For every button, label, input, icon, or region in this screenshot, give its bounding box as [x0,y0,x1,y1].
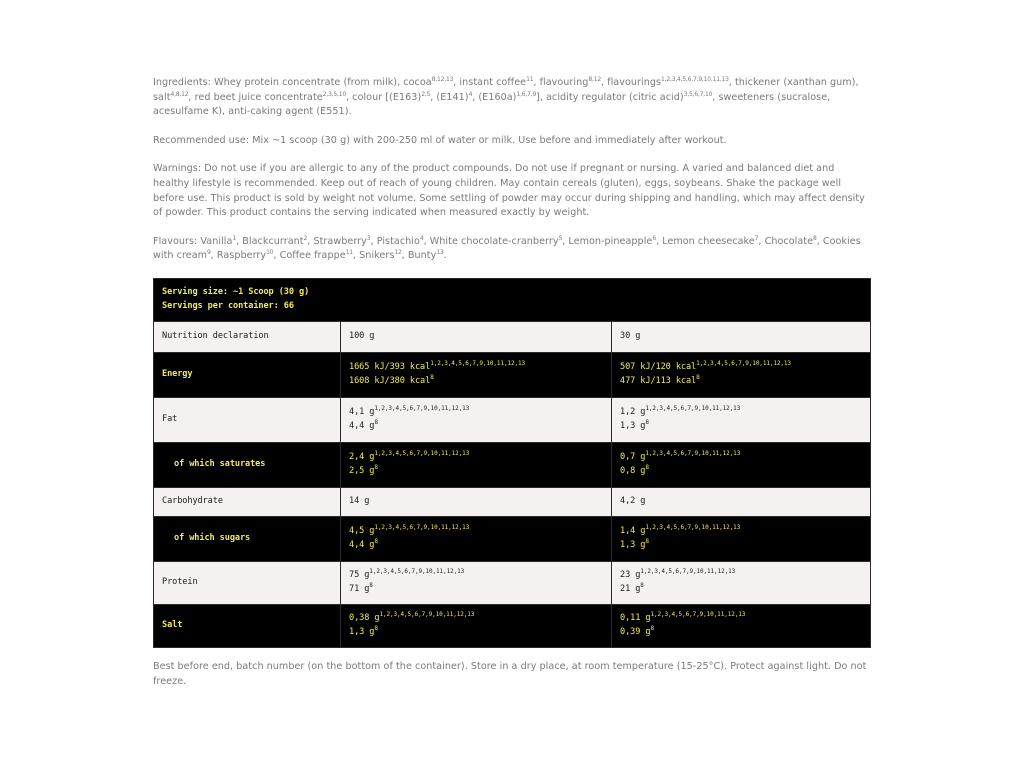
separator: , [307,235,314,247]
value: 2,4 g [349,452,375,463]
footnote-ref: 3,5,6,7,10 [683,90,713,98]
value: 0,7 g [620,452,646,463]
value-cell-100g [341,516,612,561]
value-cell-100g [341,397,612,442]
footnote-ref: 4 [419,234,424,242]
separator: , [758,235,765,247]
value-cell-100g [341,442,612,487]
ingredients-text: , instant coffee [453,77,527,88]
flavour-name: Blackcurrant [242,235,304,247]
footnote-ref: 6 [652,234,656,242]
ingredients-text: Ingredients: Whey protein concentrate (from milk), cocoa [153,77,432,88]
table-row-salt [154,604,871,647]
value-cell-30g [612,442,871,487]
value: 71 g [349,583,370,594]
footnote-ref: 1,2,3,4,5,6,7,9,10,11,12,13 [645,450,741,458]
table-header-row [154,321,871,352]
value: 507 kJ/120 kcal [620,362,697,373]
value: 2,5 g [349,465,375,476]
footnote-ref: 11 [345,249,353,257]
serving-info-row [154,278,871,321]
nutrition-declaration-label: Nutrition declaration [154,321,341,352]
value-cell-100g [341,604,612,647]
footnote-ref: 8 [374,463,378,471]
footnote-ref: 1,2,3,4,5,6,7,9,10,11,12,13 [696,360,791,368]
value: 1,3 g [620,539,646,550]
row-label: Fat [154,397,341,442]
flavour-name: Lemon cheesecake [662,235,755,247]
flavour-name: Bunty [407,250,437,262]
footnote-ref: 8,12,13 [431,76,454,83]
flavour-name: Chocolate [764,235,814,247]
flavour-list [153,236,861,262]
footnote-ref: 10 [266,249,274,257]
flavour-name: Snikers [359,250,395,262]
footnote-ref: 1,2,3,4,5,6,7,9,10,11,12,13 [645,524,741,532]
column-header-100g: 100 g [341,321,612,352]
value-cell-100g [341,561,612,604]
footnote-ref: 1 [232,234,237,242]
value: 4,4 g [349,420,375,431]
footnote-ref: 7 [754,234,759,242]
value: 4,1 g [349,407,375,418]
footnote-ref: 11 [526,76,534,83]
ingredients-text: , sweeteners (sucralose, acesulfame K), anti-caking agent (E551). [153,91,831,118]
flavour-name: Pistachio [376,235,420,247]
footnote-ref: 1,2,3,4,5,6,7,9,10,11,12,13 [430,360,526,368]
separator: , [370,235,377,247]
footnote-ref: 1,2,3,4,5,6,7,9,10,11,12,13 [374,450,470,458]
value-cell-30g [612,561,871,604]
separator: , [236,235,243,247]
footnote-ref: 4,8,12 [170,90,189,98]
value-cell-30g [612,604,871,647]
value-cell-30g [612,352,871,397]
footnote-ref: 8 [645,463,649,471]
nutrition-table [153,278,871,648]
footnote-ref: 5 [558,234,563,242]
flavour-name: Lemon-pineapple [568,235,653,247]
table-row-protein [154,561,871,604]
value-cell-100g [341,352,612,397]
value: 23 g [620,570,641,581]
row-label: Energy [154,352,341,397]
flavour-name: Cookies with cream [153,235,861,262]
value: 1,4 g [620,526,646,537]
value: 0,11 g [620,613,651,624]
ingredients-text: , (E160a) [472,91,517,103]
value: 1,3 g [349,626,375,637]
value: 1,2 g [620,407,646,418]
footnote-ref: 3 [366,234,371,242]
separator: , [210,250,217,262]
value: 4,5 g [349,526,375,537]
table-row-sugars [154,516,871,561]
ingredients-paragraph [153,76,871,120]
table-row-saturates [154,442,871,487]
flavour-name: Coffee frappe [279,250,346,262]
value: 477 kJ/113 kcal [620,375,697,386]
separator: , [655,235,663,247]
row-label: of which sugars [154,516,341,561]
flavour-name: Raspberry [216,250,267,262]
flavour-name: Vanilla [200,235,233,247]
footnote-ref: 13 [436,249,444,257]
value: 21 g [620,583,641,594]
footnote-ref: 2 [303,234,308,242]
footnote-ref: 8 [640,581,644,589]
row-label: Salt [154,604,341,647]
footnote-ref: 1,2,3,4,5,6,7,9,10,11,12,13 [379,611,475,619]
footnote-ref: 1,2,3,4,5,6,7,9,10,11,12,13 [374,524,470,532]
footnote-ref: 8 [813,234,817,242]
footnote-ref: 1,2,3,4,5,6,7,9,10,11,12,13 [374,405,470,413]
footnote-ref: 2,3,5,10 [322,90,346,98]
flavours-label: Flavours: [153,235,201,247]
separator: . [443,250,447,262]
footnote-ref: 8 [650,624,654,632]
footnote-ref: 8 [645,537,649,545]
value: 1608 kJ/380 kcal [349,375,431,386]
footnote-ref: 1,2,3,4,5,6,7,9,10,11,12,13 [650,611,746,619]
flavour-name: White chocolate-cranberry [429,235,559,247]
separator: , [273,250,280,262]
table-row-energy [154,352,871,397]
separator: , [401,250,408,262]
ingredients-text: ], acidity regulator (citric acid) [536,91,684,103]
value: 75 g [349,570,370,581]
serving-size: Serving size: ~1 Scoop (30 g) [162,287,310,298]
row-label: Protein [154,561,341,604]
footnote-ref: 9 [207,249,211,257]
footnote-ref: 8 [645,418,649,426]
value-cell-30g: 4,2 g [612,487,871,516]
value: 1,3 g [620,420,646,431]
footnote-ref: 8 [374,624,378,632]
table-row-carbohydrate [154,487,871,516]
footnote-ref: 12 [394,249,402,257]
ingredients-text: , flavouring [533,77,589,88]
footnote-ref: 1,2,3,4,5,6,7,9,10,11,12,13 [369,568,465,576]
product-info [153,76,871,703]
value-cell-30g [612,516,871,561]
row-label: of which saturates [154,442,341,487]
footnote-ref: 8 [430,373,434,381]
servings-per-container: Servings per container: 66 [162,300,294,311]
value: 0,39 g [620,626,651,637]
warnings-paragraph: Warnings: Do not use if you are allergic to any of the product compounds. Do not use if pregnant or nursing. A varied and balanced diet and healthy lifestyle is recommended. Keep out of reach of young children. May contain cereals (gluten), eggs, soybeans. Shake the package well before use. This product is sold by weight not volume. Some settling of powder may occur during shipping and handling, which may affect density of powder. This product contains the serving indicated when measured exactly by weight. [153,163,865,219]
recommended-use-paragraph: Recommended use: Mix ~1 scoop (30 g) with 200-250 ml of water or milk. Use before and immediately after workout. [153,134,727,146]
ingredients-text: , thickener (xanthan gum), salt [153,77,859,103]
table-row-fat [154,397,871,442]
footnote-ref: 8 [374,418,378,426]
separator: , [423,235,430,247]
footnote-ref: 2,5 [421,90,431,98]
value: 1665 kJ/393 kcal [349,362,431,373]
flavours-paragraph [153,235,871,264]
separator: , [562,235,569,247]
footnote-ref: 1,6,7,9 [516,90,537,98]
serving-info-cell [154,278,871,321]
footnote-ref: 8,12 [588,76,601,83]
ingredients-text: , flavourings [600,77,662,88]
footnote-ref: 8 [369,581,373,589]
column-header-30g: 30 g [612,321,871,352]
ingredients-text: , red beet juice concentrate [188,91,323,103]
value-cell-100g: 14 g [341,487,612,516]
storage-paragraph: Best before end, batch number (on the bottom of the container). Store in a dry place, at room temperature (15-25°C). Protect against light. Do not freeze. [153,660,867,687]
value: 0,8 g [620,465,646,476]
ingredients-text: , colour [(E163) [345,91,422,103]
row-label: Carbohydrate [154,487,341,516]
footnote-ref: 1,2,3,4,5,6,7,9,10,11,12,13 [645,405,741,413]
flavour-name: Strawberry [313,235,367,247]
ingredients-text: , (E141) [430,91,469,103]
footnote-ref: 1,2,3,4,5,6,7,9,10,11,13 [661,76,729,83]
footnote-ref: 8 [696,373,700,381]
value: 0,38 g [349,613,380,624]
value: 4,4 g [349,539,375,550]
value-cell-30g [612,397,871,442]
separator: , [352,250,360,262]
footnote-ref: 8 [374,537,378,545]
footnote-ref: 1,2,3,4,5,6,7,9,10,11,12,13 [640,568,736,576]
separator: , [816,235,823,247]
footnote-ref: 4 [468,90,473,98]
